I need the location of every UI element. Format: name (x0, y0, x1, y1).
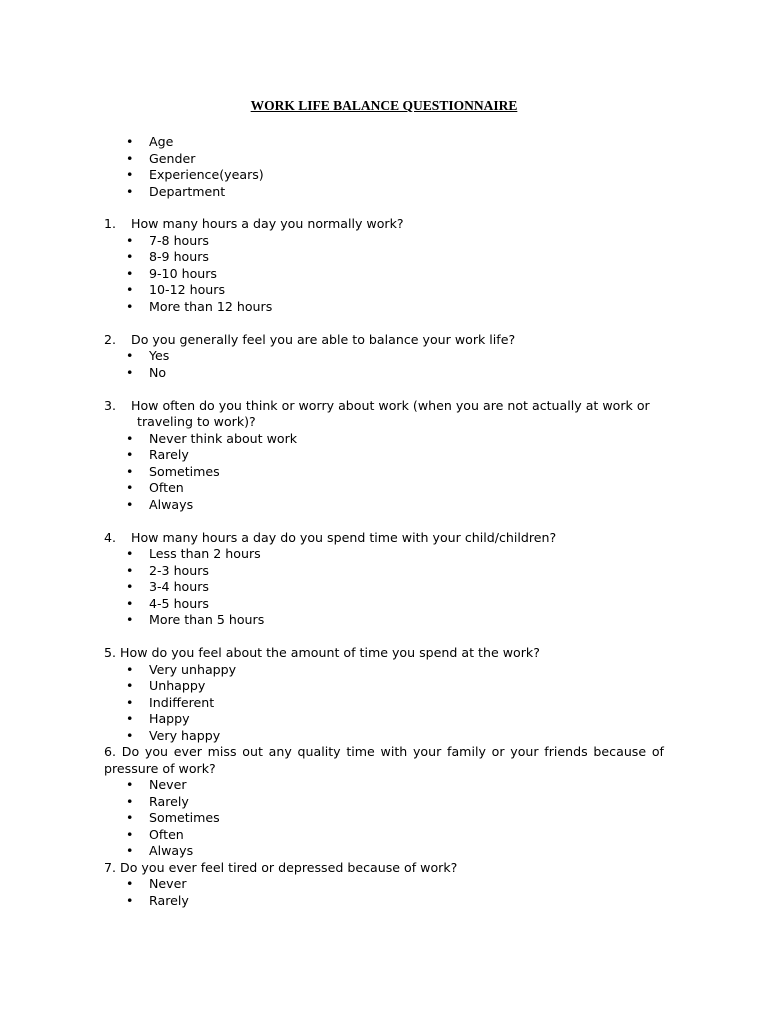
question-1-options (0, 233, 768, 316)
question-4 (0, 530, 768, 629)
question-6 (0, 744, 768, 860)
option-item: • Unhappy (0, 678, 768, 695)
option-item: • Never (0, 876, 768, 893)
question-label-continued: pressure of work? (104, 760, 216, 776)
question-7-options (0, 876, 768, 909)
question-number: 3. (104, 397, 117, 413)
question-number: 4. (104, 529, 117, 545)
questions-section (0, 216, 768, 909)
option-item: • Very happy (0, 728, 768, 745)
question-3 (0, 398, 768, 514)
demographic-item-department: • Department (0, 184, 768, 201)
option-item: • 9-10 hours (0, 266, 768, 283)
option-item: • No (0, 365, 768, 382)
question-label: How many hours a day you normally work? (131, 216, 404, 231)
option-item: • 4-5 hours (0, 596, 768, 613)
question-6-options (0, 777, 768, 860)
question-label: Do you generally feel you are able to balance your work life? (131, 331, 516, 347)
question-5-text (0, 645, 664, 662)
option-item: • Always (0, 497, 768, 514)
page-title: WORK LIFE BALANCE QUESTIONNAIRE (250, 98, 518, 113)
question-number: 2. (104, 331, 117, 347)
option-item: • 10-12 hours (0, 282, 768, 299)
option-item: • Often (0, 827, 768, 844)
option-item: • Never (0, 777, 768, 794)
question-label: How often do you think or worry about work (when you are not actually at work or (131, 397, 650, 413)
question-4-options (0, 546, 768, 629)
option-item: • 2-3 hours (0, 563, 768, 580)
option-item: • Always (0, 843, 768, 860)
option-item: • Happy (0, 711, 768, 728)
option-item: • More than 5 hours (0, 612, 768, 629)
demographic-item-age: • Age (0, 134, 768, 151)
question-3-options (0, 431, 768, 514)
question-1 (0, 216, 768, 315)
question-5 (0, 645, 768, 744)
demographic-item-gender: • Gender (0, 151, 768, 168)
option-item: • 8-9 hours (0, 249, 768, 266)
option-item: • 3-4 hours (0, 579, 768, 596)
question-7-text (0, 860, 664, 877)
demographic-item-experience: • Experience(years) (0, 167, 768, 184)
question-3-text (0, 398, 768, 431)
demographics-list (0, 134, 768, 200)
question-2-options (0, 348, 768, 381)
question-number: 1. (104, 216, 117, 231)
option-item: • Indifferent (0, 695, 768, 712)
option-item: • Sometimes (0, 464, 768, 481)
option-item: • Never think about work (0, 431, 768, 448)
option-item: • Rarely (0, 447, 768, 464)
option-item: • Rarely (0, 893, 768, 910)
question-2-text (0, 332, 768, 349)
question-label: How many hours a day do you spend time with your child/children? (131, 529, 557, 545)
option-item: • Sometimes (0, 810, 768, 827)
question-label: 5. How do you feel about the amount of time you spend at the work? (104, 645, 540, 660)
question-2 (0, 332, 768, 382)
option-item: • Less than 2 hours (0, 546, 768, 563)
question-5-options (0, 662, 768, 745)
question-6-text (0, 744, 664, 777)
question-1-text (0, 216, 768, 233)
demographics-section (0, 134, 768, 200)
option-item: • Very unhappy (0, 662, 768, 679)
question-label: 7. Do you ever feel tired or depressed because of work? (104, 859, 458, 875)
option-item: • More than 12 hours (0, 299, 768, 316)
option-item: • Rarely (0, 794, 768, 811)
question-label-continued: traveling to work)? (137, 414, 256, 429)
question-4-text (0, 530, 768, 547)
option-item: • Yes (0, 348, 768, 365)
option-item: • 7-8 hours (0, 233, 768, 250)
option-item: • Often (0, 480, 768, 497)
question-label: 6. Do you ever miss out any quality time with your family or your friends because of (104, 744, 664, 759)
question-7 (0, 860, 768, 910)
